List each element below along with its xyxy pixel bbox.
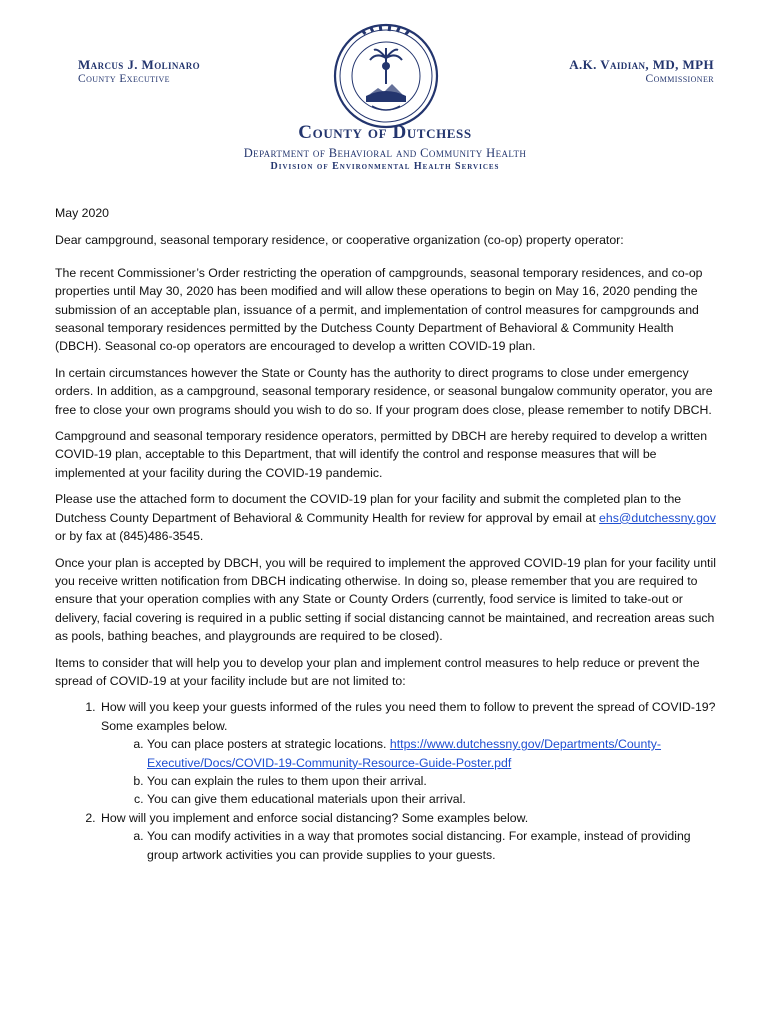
letter-date: May 2020 xyxy=(55,206,110,220)
county-seal-icon xyxy=(332,22,440,130)
sub-item-text: You can place posters at strategic locations. xyxy=(147,737,390,752)
county-title: County of Dutchess xyxy=(298,122,472,143)
sub-list-item: a. You can modify activities in a way that promotes social distancing. For example, instead of providing group artwork activities you can provide supplies to your guests. xyxy=(147,827,720,864)
executive-name: Marcus J. Molinaro xyxy=(78,57,200,72)
poster-link[interactable]: https://www.dutchessny.gov/Departments/County-Executive/Docs/COVID-19-Community-Resource-Guide-Poster.pdf xyxy=(147,737,662,770)
sub-list xyxy=(101,735,720,809)
sub-list-item xyxy=(147,735,720,772)
list-item xyxy=(99,809,720,864)
sub-list xyxy=(101,827,720,864)
executive-title: County Executive xyxy=(78,73,170,85)
executive-block xyxy=(78,57,200,86)
list-item xyxy=(99,698,720,808)
letter-body xyxy=(55,204,720,864)
paragraph-closure-authority: In certain circumstances however the State or County has the authority to direct programs to close under emergency orders. In addition, as a campground, seasonal temporary residence, or seasonal bungalow community operator, you are free to close your own programs should you wish to do so. If your program does close, please remember to notify DBCH. xyxy=(55,365,713,417)
paragraph-plan-acceptance: Once your plan is accepted by DBCH, you will be required to implement the approved COVID-19 plan for your facility until you receive written notification from DBCH indicating otherwise. In doing so, please remember that you are required to ensure that your operation complies with any State or County Orders (currently, food service is limited to take-out or delivery, facial covering is required in a public setting if social distancing cannot be maintained, and recreation areas such as pools, bathing beaches, and playgrounds are required to be closed). xyxy=(55,555,716,644)
considerations-list xyxy=(55,698,720,864)
paragraph-submission xyxy=(55,490,720,545)
email-link[interactable]: ehs@dutchessny.gov xyxy=(599,510,716,525)
paragraph-plan-requirement: Campground and seasonal temporary residence operators, permitted by DBCH are hereby required to develop a written COVID-19 plan, acceptable to this Department, that will identify the control and response measures that will be implemented at your facility during the COVID-19 pandemic. xyxy=(55,429,708,480)
division-name: Division of Environmental Health Services xyxy=(270,161,500,172)
letter-greeting: Dear campground, seasonal temporary residence, or cooperative organization (co-op) property operator: xyxy=(55,233,624,248)
commissioner-block xyxy=(569,57,714,86)
paragraph-order-modified: The recent Commissioner’s Order restricting the operation of campgrounds, seasonal temporary residences, and co-op properties until May 30, 2020 has been modified and will allow these operations to begin on May 16, 2020 pending the submission of an acceptable plan, issuance of a permit, and implementation of control measures for campgrounds and seasonal temporary residences permitted by the Dutchess County Department of Behavioral & Community Health (DBCH). Seasonal co-op operators are encouraged to develop a written COVID-19 plan. xyxy=(55,265,703,354)
sub-list-item: c. You can give them educational materials upon their arrival. xyxy=(147,790,720,808)
department-name: Department of Behavioral and Community Health xyxy=(243,146,527,160)
commissioner-name: A.K. Vaidian, MD, MPH xyxy=(569,57,714,72)
sub-list-item: b. You can explain the rules to them upon their arrival. xyxy=(147,772,720,790)
commissioner-title: Commissioner xyxy=(645,73,714,85)
list-item-text: How will you implement and enforce social distancing? Some examples below. xyxy=(101,810,529,825)
fax-text: or by fax at (845)486-3545. xyxy=(55,529,204,544)
submission-text: Please use the attached form to document the COVID-19 plan for your facility and submit the completed plan to the Dutchess County Department of Behavioral & Community Health for review for approval by email at xyxy=(55,492,682,525)
paragraph-items-intro: Items to consider that will help you to develop your plan and implement control measures to help reduce or prevent the spread of COVID-19 at your facility include but are not limited to: xyxy=(55,655,700,688)
list-item-text: How will you keep your guests informed of the rules you need them to follow to prevent the spread of COVID-19? Some examples below. xyxy=(101,700,716,733)
